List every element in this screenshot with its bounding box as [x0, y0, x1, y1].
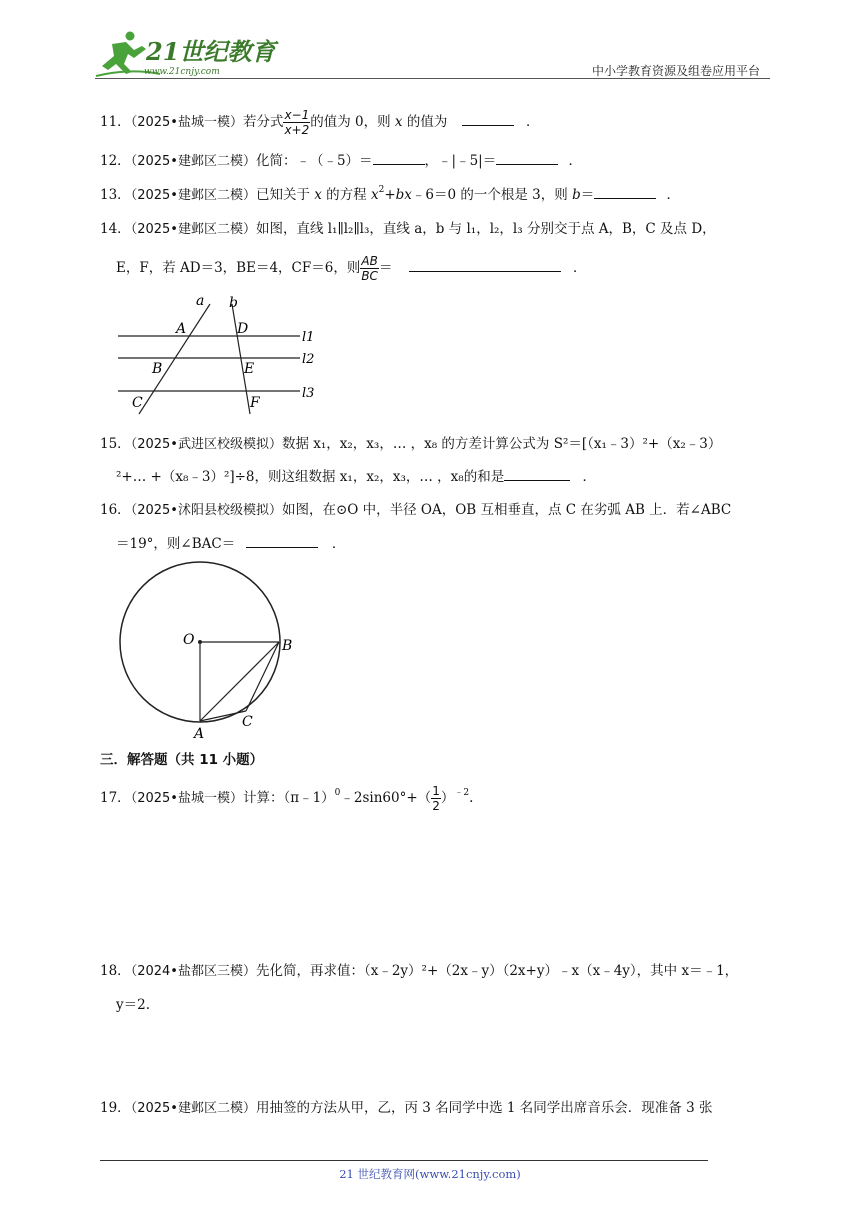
question-14: 14．（2025•建邺区二模）如图，直线 l₁∥l₂∥l₃，直线 a，b 与 l₁，l₂，l₃ 分别交于点 A，B，C 及点 D， — [100, 221, 716, 237]
question-16: 16．（2025•沭阳县校级模拟）如图，在⊙O 中，半径 OA，OB 互相垂直，点 C 在劣弧 AB 上．若∠ABC — [100, 502, 732, 518]
answer-blank[interactable] — [373, 150, 425, 165]
question-14-line2: E，F，若 AD＝3，BE＝4，CF＝6，则 $\frac{AB}{BC}$ ＝ ． — [116, 254, 587, 283]
answer-blank[interactable] — [246, 533, 318, 548]
footer-link[interactable]: 21 世纪教育网(www.21cnjy.com) — [339, 1167, 521, 1181]
answer-blank[interactable] — [409, 257, 561, 272]
question-17: 17．（2025•盐城一模）计算：（π﹣1）$^0$﹣2sin60°+（ $\frac{1}{2}$ ）$^{﹣2}$. — [100, 784, 474, 813]
fraction: $\frac{x-1}{x+2}$ — [284, 108, 310, 137]
label-F: F — [250, 395, 260, 411]
answer-blank[interactable] — [496, 150, 558, 165]
question-16-line2: ＝19°，则∠BAC＝ ． — [116, 533, 345, 555]
fraction: $\frac{AB}{BC}$ — [361, 254, 378, 283]
question-18: 18．（2024•盐都区三模）先化简，再求值：（x﹣2y）²+（2x﹣y）（2x+y）﹣x（x﹣4y），其中 x＝﹣1， — [100, 963, 739, 979]
page-header — [90, 30, 770, 80]
label-E: E — [244, 361, 255, 377]
label-l3: l3 — [302, 386, 315, 401]
platform-name: 中小学教育资源及组卷应用平台 — [591, 64, 760, 78]
label-B: B — [152, 361, 163, 377]
label-A: A — [194, 726, 205, 742]
label-A: A — [176, 321, 187, 337]
fraction: $\frac{1}{2}$ — [432, 784, 440, 813]
svg-text:www.21cnjy.com: www.21cnjy.com — [144, 67, 220, 77]
label-B: B — [282, 638, 293, 654]
label-l1: l1 — [302, 330, 315, 345]
label-l2: l2 — [302, 352, 315, 367]
question-19: 19．（2025•建邺区二模）用抽签的方法从甲，乙，丙 3 名同学中选 1 名同学出席音乐会．现准备 3 张 — [100, 1100, 713, 1116]
parallel-lines-figure — [112, 292, 322, 417]
label-D: D — [237, 321, 249, 337]
label-C: C — [132, 395, 143, 411]
site-logo — [90, 30, 276, 80]
section-title: 三．解答题（共 11 小题） — [100, 752, 264, 768]
question-12: 12．（2025•建邺区二模）化简：﹣（﹣5）＝ ，﹣|﹣5|＝ ． — [100, 150, 770, 173]
answer-blank[interactable] — [504, 466, 570, 481]
footer-divider — [100, 1160, 708, 1161]
label-O: O — [183, 632, 195, 648]
label-a: a — [196, 293, 205, 309]
svg-text:21世纪教育: 21世纪教育 — [146, 37, 276, 66]
label-C: C — [242, 714, 253, 730]
question-11: 11．（2025•盐城一模）若分式 $\frac{x-1}{x+2}$ 的值为 0，则 x 的值为 ． — [100, 108, 540, 137]
question-15: 15．（2025•武进区校级模拟）数据 x₁，x₂，x₃，… ，x₈ 的方差计算公式为 S²＝[（x₁﹣3）²+（x₂﹣3） — [100, 436, 722, 452]
question-18-line2: y＝2. — [116, 997, 151, 1013]
circle-figure — [112, 562, 312, 742]
label-b: b — [229, 295, 238, 311]
answer-blank[interactable] — [594, 184, 656, 199]
answer-blank[interactable] — [462, 111, 514, 126]
question-13: 13．（2025•建邺区二模）已知关于 x 的方程 $x^2+bx﹣6=0$ 的一个根是 3，则 b＝ ． — [100, 185, 681, 203]
question-15-line2: ²+… +（x₈﹣3）²]÷8，则这组数据 x₁，x₂，x₃，… ，x₈的和是 ． — [116, 466, 596, 488]
header-divider — [95, 78, 770, 79]
